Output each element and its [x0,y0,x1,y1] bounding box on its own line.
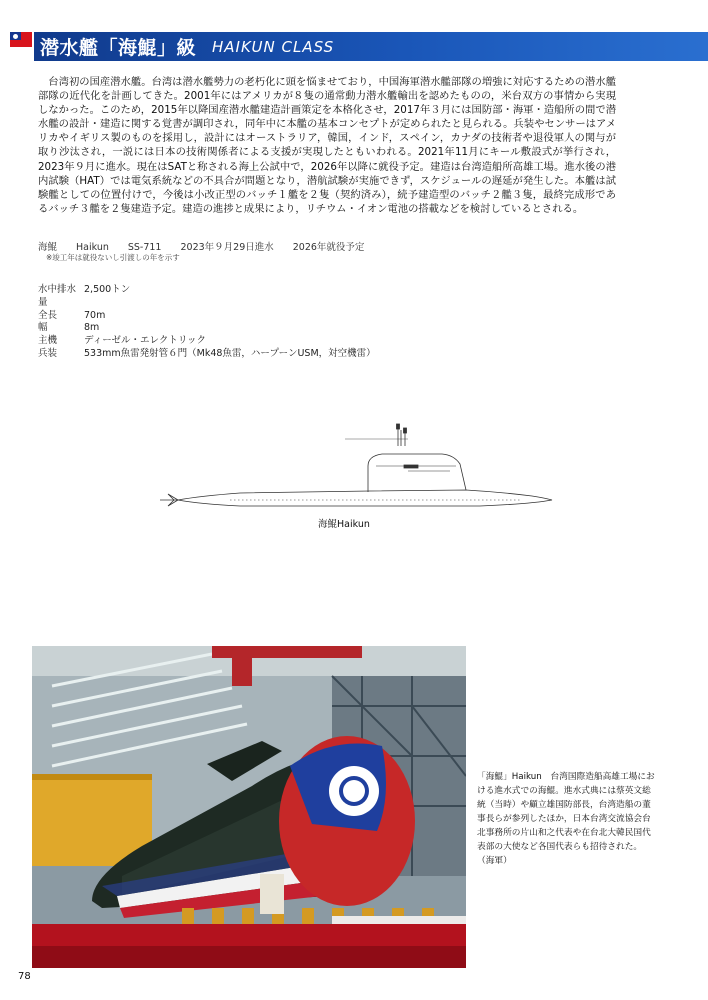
spec-value: ディーゼル・エレクトリック [84,335,206,347]
spec-value: 533mm魚雷発射管６門（Mk48魚雷，ハープーンUSM，対空機雷） [84,347,376,359]
page-number: 78 [18,971,31,982]
spec-value: 2,500トン [84,284,131,295]
spec-row [38,348,376,361]
article-body: 台湾初の国産潜水艦。台湾は潜水艦勢力の老朽化に頭を悩ませており，中国海軍潜水艦部隊の増強に対応するための潜水艦部隊の近代化を計画してきた。2001年にはアメリカが８隻の通常動力潜水艦輸出を認めたものの，米台双方の事情から実現しなかった。このため，2015年以降国産潜水艦建造計画策定を本格化させ，2017年３月には国防部・海軍・造船所の間で潜水艦の設計・建造に関する覚書が調印され，同年中に本艦の基本コンセプトが定められたと見られる。兵装やセンサーはアメリカやイギリス製のものを採用し，設計にはオーストラリア，韓国，インド，スペイン，カナダの技術者や退役軍人の関与が取り沙汰され，一説には日本の技術関係者による支援が実現したともいわれる。2021年11月にキール敷設式が挙行され，2023年９月に進水。現在はSATと称される海上公試中で，2026年以降に就役予定。建造は台湾造船所高雄工場。進水後の港内試験（HAT）では電気系統などの不具合が問題となり，潜航試験が実施できず，スケジュールの遅延が発生した。本艦は試験艦としての位置付けで，今後は小改正型のバッチ１艦を２隻（契約済み），続予建造型のバッチ２艦３隻，最終完成形であるバッチ３艦を２隻建造予定。建造の進捗と成果により，リチウム・イオン電池の搭載などを検討しているとされる。 [38,76,616,215]
spec-row [38,310,376,323]
spec-table [38,284,376,361]
spec-row [38,284,376,310]
taiwan-flag-icon [10,32,32,47]
flag-sun-icon [13,34,18,39]
page-title-english: HAIKUN CLASS [212,37,335,56]
spec-row [38,322,376,335]
spec-label: 主機 [38,335,58,347]
spec-label: 水中排水量 [38,284,77,308]
title-bar [34,32,708,61]
spec-row [38,335,376,348]
spec-label: 全長 [38,309,58,321]
launch-ceremony-photo [32,646,466,968]
ship-entry: 海鯤 Haikun SS-711 2023年９月29日進水 2026年就役予定 [38,242,365,253]
photo-caption: 「海鯤」Haikun 台湾国際造船高雄工場における進水式での海鯤。進水式典には蔡英文総統（当時）や顧立雄国防部長，台湾造船の董事長らが参列したほか，日本台湾交流協会台北事務所の片山和之代表や在台北大韓民国代表部の大使など各国代表らも招待された。（海軍） [477,772,655,866]
spec-label: 幅 [38,322,48,334]
spec-value: 8m [84,322,100,334]
ship-entry-note: ※竣工年は就役ないし引渡しの年を示す [46,253,180,262]
spec-value: 70m [84,309,106,321]
drawing-caption: 海鯤Haikun [318,519,370,530]
page-title: 潜水艦「海鯤」級 [40,37,197,59]
spec-label: 兵装 [38,347,58,359]
submarine-profile-drawing [160,400,560,510]
